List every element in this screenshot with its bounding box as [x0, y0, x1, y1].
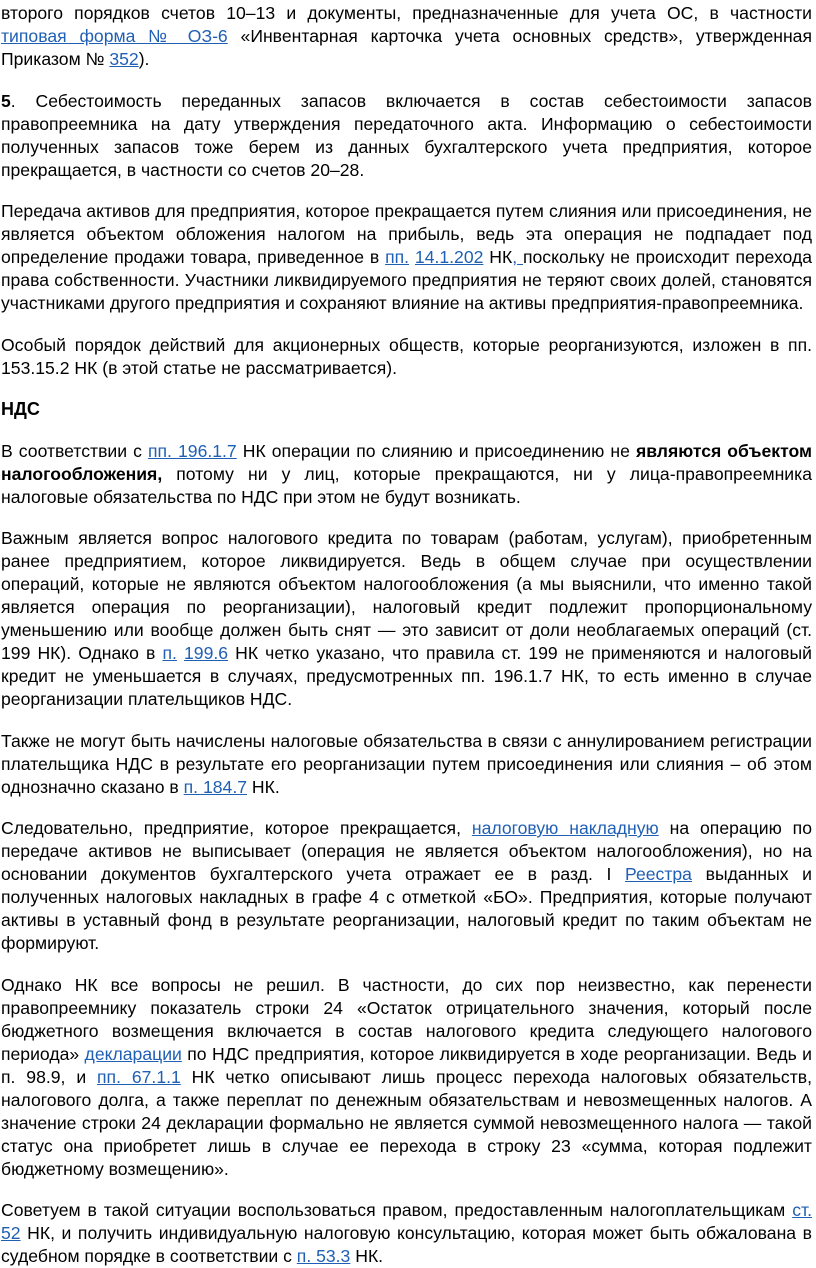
text: выданных и полученных налоговых накладных в графе 4 с отметкой «БО». Предприятия, которые получают активы в уставный фонд в результате реорганизации, налоговый кредит по таким объектам не формируют.: [1, 864, 812, 953]
text: потому ни у лиц, которые прекращаются, ни у лица-правопреемника налоговые обязательства по НДС при этом не будут возникать.: [1, 463, 812, 507]
paragraph-inventory-cost: [1, 90, 812, 182]
paragraph-profit-tax: [1, 200, 812, 315]
item-number: 5: [1, 90, 11, 111]
text: . Себестоимость переданных запасов включается в состав себестоимости запасов правопреемника на дату утверждения передаточного акта. Информацию о себестоимости полученных запасов тоже берем из данных бухгалтерского учета предприятия, которое прекращается, в частности со счетов 20–28.: [1, 90, 812, 180]
text: Передача активов для предприятия, которое прекращается путем слияния или присоединения, не является объектом обложения налогом на прибыль, ведь эта операция не подпадает под определение продажи товара, приведенное в: [1, 201, 812, 267]
text: ).: [138, 49, 150, 69]
text: НК: [483, 247, 513, 267]
link-184-7[interactable]: п. 184.7: [183, 776, 247, 797]
link-199-6[interactable]: 199.6: [184, 643, 229, 663]
text: НК четко описывают лишь процесс перехода налоговых обязательств, налогового долга, а также переплат по денежным обязательствам и невозмещенных налогов. А значение строки 24 декларации формально не является суммой невозмещенного налога — такой статус она приобретет лишь в случае ее перехода в строку 23 «сумма, которая подлежит бюджетному возмещению».: [1, 1066, 812, 1179]
section-heading-vat: НДС: [1, 399, 40, 419]
paragraph-os-accounting: [1, 2, 812, 71]
link-declaration[interactable]: декларации: [84, 1043, 182, 1064]
link-53-3[interactable]: п. 53.3: [296, 1246, 351, 1266]
paragraph-vat-merger: [1, 440, 812, 509]
text: Важным является вопрос налогового кредита по товарам (работам, услугам), приобретенным ранее предприятием, которое ликвидируется. Ведь в общем случае при осуществлении операций, которые не являются объектом налогообложения (а мы выяснили, что именно такой является операция по реорганизации), налоговый кредит подлежит пропорциональному уменьшению или вообще должен быть снят — это зависит от доли необлагаемых операций (ст. 199 НК). Однако в: [1, 528, 812, 663]
text: НК.: [350, 1246, 384, 1266]
paragraph-tax-invoice: [1, 817, 812, 955]
link-14-1-202[interactable]: 14.1.202: [414, 247, 484, 267]
text: НК четко указано, что правила ст. 199 не применяются и налоговый кредит не уменьшается в случаях, предусмотренных пп. 196.1.7 НК, то есть именно в случае реорганизации плательщиков НДС.: [1, 643, 813, 709]
text: по НДС предприятия, которое ликвидируется в ходе реорганизации. Ведь и п. 98.9, и: [1, 1043, 812, 1087]
link-67-1-1[interactable]: пп. 67.1.1: [97, 1066, 181, 1087]
link-form-oz6[interactable]: типовая форма № ОЗ-6: [1, 26, 228, 46]
text: НК, и получить индивидуальную налоговую консультацию, которая может быть обжалована в судебном порядке в соответствии с: [1, 1223, 812, 1266]
text: на операцию по передаче активов не выписывает (операция не является объектом налогообложения), но на основании документов бухгалтерского учета отражает ее в разд. I: [1, 818, 812, 884]
text: Следовательно, предприятие, которое прекращается,: [1, 818, 472, 838]
text: Также не могут быть начислены налоговые обязательства в связи с аннулированием регистрации плательщика НДС в результате его реорганизации путем присоединения или слияния – об этом однозначно сказано в: [1, 730, 812, 797]
text: Особый порядок действий для акционерных обществ, которые реорганизуются, изложен в пп. 153.15.2 НК (в этой статье не рассматривается).: [1, 334, 812, 378]
link-pp[interactable]: пп.: [385, 247, 410, 267]
link-p[interactable]: п.: [162, 643, 177, 663]
bold-text: являются объектом налогообложения,: [1, 440, 813, 484]
text: НК операции по слиянию и присоединению не: [236, 440, 636, 461]
link-registry[interactable]: Реестра: [625, 864, 692, 884]
paragraph-registration-cancel: [1, 730, 812, 799]
text: «Инвентарная карточка учета основных средств», утвержденная Приказом №: [1, 26, 812, 69]
text: Советуем в такой ситуации воспользоваться правом, предоставленным налогоплательщикам: [1, 1200, 793, 1220]
link-order-352[interactable]: 352: [109, 49, 139, 69]
paragraph-advice: [1, 1199, 812, 1268]
paragraph-tax-credit: [1, 527, 812, 711]
text: поскольку не происходит перехода права собственности. Участники ликвидируемого предприятия не теряют своих долей, становятся участниками другого предприятия и сохраняют влияние на активы предприятия-правопреемника.: [1, 247, 812, 313]
text: В соответствии с: [1, 440, 148, 461]
text: второго порядков счетов 10–13 и документы, предназначенные для учета ОС, в частности: [1, 3, 812, 23]
link-tax-invoice[interactable]: налоговую накладную: [471, 818, 659, 838]
link-comma[interactable]: ,: [512, 247, 523, 267]
text: НК.: [247, 776, 280, 797]
link-196-1-7[interactable]: пп. 196.1.7: [148, 440, 237, 461]
text: Однако НК все вопросы не решил. В частности, до сих пор неизвестно, как перенести правопреемнику показатель строки 24 «Остаток отрицательного значения, который после бюджетного возмещения включается в состав налогового кредита следующего налогового периода»: [1, 974, 812, 1064]
paragraph-joint-stock: [1, 334, 812, 380]
link-article-52[interactable]: ст. 52: [1, 1200, 812, 1243]
text: [177, 643, 184, 663]
paragraph-line-24: [1, 974, 812, 1181]
